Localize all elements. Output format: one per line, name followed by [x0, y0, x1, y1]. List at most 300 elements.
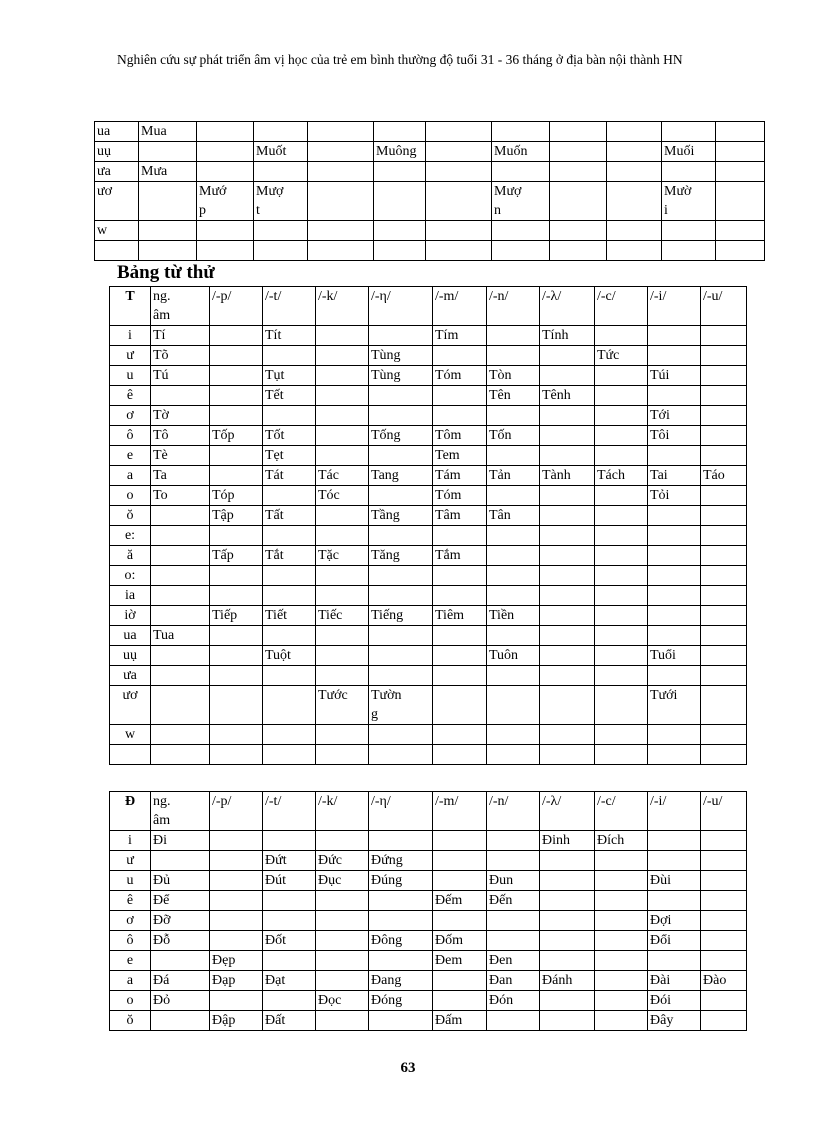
table-cell: Tô [151, 426, 210, 446]
table-cell: Mưa [139, 162, 197, 182]
table-row [110, 931, 747, 951]
table-cell [254, 241, 308, 261]
table-cell [316, 911, 369, 931]
table-cell [316, 831, 369, 851]
table-cell [662, 122, 716, 142]
table-cell [433, 586, 487, 606]
table-row [110, 346, 747, 366]
table-cell [540, 666, 595, 686]
table-cell: Tóm [433, 366, 487, 386]
table-cell [487, 566, 540, 586]
table-cell: Đang [369, 971, 433, 991]
table-cell [426, 182, 492, 221]
table-row [110, 506, 747, 526]
table-cell [648, 346, 701, 366]
table-cell: ŏ [110, 1011, 151, 1031]
table-cell [701, 931, 747, 951]
table-cell [487, 725, 540, 745]
header-row [110, 287, 747, 326]
table-cell [648, 606, 701, 626]
table-cell [263, 406, 316, 426]
table-cell [595, 891, 648, 911]
table-cell [151, 606, 210, 626]
table-cell [595, 406, 648, 426]
table-cell: Tùng [369, 346, 433, 366]
table-cell [151, 745, 210, 765]
table-cell: Đánh [540, 971, 595, 991]
table-cell: Tấp [210, 546, 263, 566]
table-cell [595, 606, 648, 626]
table-cell [263, 346, 316, 366]
table-cell: Tua [151, 626, 210, 646]
table-cell [210, 406, 263, 426]
table-cell [540, 911, 595, 931]
table-cell [607, 221, 662, 241]
table-cell [550, 142, 607, 162]
column-header: T [110, 287, 151, 326]
table-cell [369, 526, 433, 546]
table-cell: Tụt [263, 366, 316, 386]
table-cell [595, 666, 648, 686]
table-cell: ư [110, 851, 151, 871]
table-cell: Tiền [487, 606, 540, 626]
table-cell [151, 546, 210, 566]
table-cell [648, 831, 701, 851]
table-cell [550, 162, 607, 182]
table-row [110, 1011, 747, 1031]
table-cell [316, 666, 369, 686]
table-cell [540, 646, 595, 666]
table-row [110, 466, 747, 486]
table-cell [210, 366, 263, 386]
table-cell [487, 745, 540, 765]
table-cell [701, 626, 747, 646]
table-cell: Đỗ [151, 931, 210, 951]
table-cell: ươ [95, 182, 139, 221]
table-cell [540, 506, 595, 526]
table-cell [701, 526, 747, 546]
table-row [110, 526, 747, 546]
table-cell [701, 366, 747, 386]
table-cell: Đào [701, 971, 747, 991]
table-cell [701, 586, 747, 606]
table-cell: Đủ [151, 871, 210, 891]
table-row [110, 326, 747, 346]
table-cell [433, 646, 487, 666]
table-cell: Ta [151, 466, 210, 486]
table-row [110, 486, 747, 506]
table-cell [701, 831, 747, 851]
table-cell: uụ [110, 646, 151, 666]
table-cell: Tiêm [433, 606, 487, 626]
table-cell [595, 851, 648, 871]
table-cell [151, 386, 210, 406]
table-cell: Đất [263, 1011, 316, 1031]
table-cell: Tác [316, 466, 369, 486]
table-row [110, 871, 747, 891]
table-cell: Muối [662, 142, 716, 162]
table-cell [701, 646, 747, 666]
table-cell: Táo [701, 466, 747, 486]
table-cell [308, 142, 374, 162]
table-cell [540, 686, 595, 725]
column-header: /-u/ [701, 792, 747, 831]
table-cell [316, 386, 369, 406]
table-cell [701, 386, 747, 406]
table-cell [595, 486, 648, 506]
table-cell [316, 646, 369, 666]
table-row [110, 666, 747, 686]
table-cell: ưa [95, 162, 139, 182]
table-cell [648, 526, 701, 546]
table-cell [263, 725, 316, 745]
table-cell: uụ [95, 142, 139, 162]
table-row [95, 162, 765, 182]
table-t-body [110, 326, 747, 765]
table-cell [595, 931, 648, 951]
table-cell [374, 162, 426, 182]
table-cell [540, 406, 595, 426]
table-cell [433, 971, 487, 991]
table-cell: Tõ [151, 346, 210, 366]
table-cell [263, 586, 316, 606]
table-cell [151, 566, 210, 586]
table-cell: ơ [110, 911, 151, 931]
table-cell: ô [110, 931, 151, 951]
table-cell [369, 626, 433, 646]
table-cell [139, 142, 197, 162]
table-cell: Đếm [433, 891, 487, 911]
table-cell: Muốt [254, 142, 308, 162]
table-cell [210, 666, 263, 686]
table-cell: Đẹp [210, 951, 263, 971]
table-cell [263, 686, 316, 725]
table-cell: Tập [210, 506, 263, 526]
column-header: Đ [110, 792, 151, 831]
table-cell [487, 326, 540, 346]
table-cell [210, 871, 263, 891]
table-cell [369, 566, 433, 586]
table-cell [492, 162, 550, 182]
table-cell [210, 851, 263, 871]
table-cell [595, 951, 648, 971]
table-cell [369, 326, 433, 346]
table-cell: e [110, 951, 151, 971]
column-header: /-η/ [369, 287, 433, 326]
column-header: /-i/ [648, 792, 701, 831]
table-cell [197, 142, 254, 162]
column-header: /-t/ [263, 287, 316, 326]
column-header: /-n/ [487, 287, 540, 326]
table-cell [487, 686, 540, 725]
table-cell: Tiết [263, 606, 316, 626]
table-cell [210, 386, 263, 406]
table-cell [308, 182, 374, 221]
table-cell: Tính [540, 326, 595, 346]
table-cell [263, 911, 316, 931]
table-cell [369, 406, 433, 426]
table-cell [210, 586, 263, 606]
table-cell: Đói [648, 991, 701, 1011]
column-header: /-k/ [316, 792, 369, 831]
table-cell [316, 891, 369, 911]
table-cell [550, 241, 607, 261]
table-d-header [110, 792, 747, 831]
table-cell: Tới [648, 406, 701, 426]
table-cell: o [110, 486, 151, 506]
table-row [110, 406, 747, 426]
table-cell [487, 931, 540, 951]
table-cell [487, 831, 540, 851]
table-cell: Tóc [316, 486, 369, 506]
table-row [110, 446, 747, 466]
table-cell: Tườn g [369, 686, 433, 725]
column-header: /-λ/ [540, 287, 595, 326]
table-cell [369, 486, 433, 506]
table-cell: Tiếc [316, 606, 369, 626]
table-cell: Đông [369, 931, 433, 951]
table-cell [595, 446, 648, 466]
table-cell [595, 326, 648, 346]
table-cell [540, 346, 595, 366]
table-cell: Đập [210, 1011, 263, 1031]
table-cell [595, 566, 648, 586]
table-cell: Tản [487, 466, 540, 486]
table-cell [263, 566, 316, 586]
table-cell: Muốn [492, 142, 550, 162]
table-cell: Đút [263, 871, 316, 891]
table-cell [263, 991, 316, 1011]
table-cell [595, 506, 648, 526]
table-cell [263, 831, 316, 851]
table-cell [369, 911, 433, 931]
table-cell: Tân [487, 506, 540, 526]
column-header: /-p/ [210, 287, 263, 326]
table-cell [487, 851, 540, 871]
table-cell [701, 506, 747, 526]
table-cell [595, 546, 648, 566]
table-t-header [110, 287, 747, 326]
table-cell: ua [95, 122, 139, 142]
table-cell: Tai [648, 466, 701, 486]
table-cell [369, 446, 433, 466]
table-cell: Đích [595, 831, 648, 851]
table-cell [701, 871, 747, 891]
table-cell [595, 991, 648, 1011]
table-cell [197, 162, 254, 182]
table-cell [701, 686, 747, 725]
table-cell: u [110, 871, 151, 891]
table-cell: Mượ t [254, 182, 308, 221]
table-cell [540, 931, 595, 951]
table-cell [151, 951, 210, 971]
table-row [110, 891, 747, 911]
table-cell: Tiếp [210, 606, 263, 626]
table-cell [433, 346, 487, 366]
table-cell [210, 566, 263, 586]
table-cell [550, 122, 607, 142]
table-cell: Tím [433, 326, 487, 346]
table-cell [487, 1011, 540, 1031]
table-cell [492, 241, 550, 261]
table-cell: Đùi [648, 871, 701, 891]
table-cell: Đón [487, 991, 540, 1011]
table-row [110, 426, 747, 446]
table-cell [540, 991, 595, 1011]
table-cell [316, 725, 369, 745]
table-cell [263, 666, 316, 686]
table-cell [263, 745, 316, 765]
table-cell [369, 666, 433, 686]
table-cell: o [110, 991, 151, 1011]
table-cell [701, 851, 747, 871]
table-cell [263, 626, 316, 646]
table-cell: Đúng [369, 871, 433, 891]
table-cell [487, 446, 540, 466]
table-row [95, 241, 765, 261]
table-cell [139, 241, 197, 261]
table-cell [316, 326, 369, 346]
table-cell: Đỡ [151, 911, 210, 931]
table-cell [648, 566, 701, 586]
table-cell [316, 586, 369, 606]
table-cell: ưa [110, 666, 151, 686]
column-header: /-η/ [369, 792, 433, 831]
table-cell: ô [110, 426, 151, 446]
table-cell [662, 241, 716, 261]
table-cell [540, 486, 595, 506]
table-cell [540, 586, 595, 606]
table-cell [648, 666, 701, 686]
table-cell [648, 506, 701, 526]
table-cell: o: [110, 566, 151, 586]
table-cell [701, 566, 747, 586]
table-cell: Đấm [433, 1011, 487, 1031]
table-cell [648, 851, 701, 871]
table-cell: Tênh [540, 386, 595, 406]
table-cell [487, 526, 540, 546]
table-cell [316, 346, 369, 366]
table-cell: Đọc [316, 991, 369, 1011]
table-cell: Muông [374, 142, 426, 162]
table-cell: Đan [487, 971, 540, 991]
column-header: /-p/ [210, 792, 263, 831]
table-cell: Tiếng [369, 606, 433, 626]
table-cell [210, 745, 263, 765]
table-cell: Tuôn [487, 646, 540, 666]
table-cell [701, 666, 747, 686]
table-cell [492, 122, 550, 142]
table-row [110, 386, 747, 406]
table-cell [540, 426, 595, 446]
column-header: /-u/ [701, 287, 747, 326]
table-cell [701, 911, 747, 931]
table-cell [701, 346, 747, 366]
table-cell [263, 951, 316, 971]
table-cell [316, 951, 369, 971]
table-cell: Túi [648, 366, 701, 386]
table-cell: Đứng [369, 851, 433, 871]
table-cell [197, 221, 254, 241]
table-cell [197, 122, 254, 142]
column-header: /-k/ [316, 287, 369, 326]
table-cell [648, 626, 701, 646]
table-cell [210, 466, 263, 486]
table-cell [433, 626, 487, 646]
table-cell [716, 182, 765, 221]
column-header: /-n/ [487, 792, 540, 831]
table-cell: Tè [151, 446, 210, 466]
table-cell [540, 366, 595, 386]
table-cell [607, 241, 662, 261]
table-cell [210, 346, 263, 366]
table-cell [487, 586, 540, 606]
table-cell [607, 122, 662, 142]
table-cell [701, 745, 747, 765]
table-cell: Đốm [433, 931, 487, 951]
table-cell [595, 871, 648, 891]
table-cell: To [151, 486, 210, 506]
table-cell [433, 526, 487, 546]
table-cell: ŏ [110, 506, 151, 526]
table-t [109, 286, 747, 765]
table-cell [139, 182, 197, 221]
table-cell: Tất [263, 506, 316, 526]
table-cell [369, 725, 433, 745]
table-cell [701, 891, 747, 911]
table-cell [595, 686, 648, 725]
top-table-body [95, 122, 765, 261]
table-row [110, 606, 747, 626]
table-cell: Tống [369, 426, 433, 446]
table-cell [151, 851, 210, 871]
column-header: /-t/ [263, 792, 316, 831]
table-cell [210, 991, 263, 1011]
table-cell: Tốp [210, 426, 263, 446]
table-cell [374, 241, 426, 261]
table-cell [701, 725, 747, 745]
table-cell [369, 1011, 433, 1031]
table-cell: Tết [263, 386, 316, 406]
table-cell: Tuột [263, 646, 316, 666]
table-cell [151, 666, 210, 686]
table-cell: Tí [151, 326, 210, 346]
table-row [110, 646, 747, 666]
table-cell [607, 162, 662, 182]
table-cell: Tẹt [263, 446, 316, 466]
table-cell: Tắm [433, 546, 487, 566]
running-header: Nghiên cứu sự phát triển âm vị học của trẻ em bình thường độ tuổi 31 - 36 tháng ở địa bàn nội thành HN [117, 52, 683, 67]
table-cell [701, 991, 747, 1011]
table-cell [433, 566, 487, 586]
table-cell [540, 951, 595, 971]
table-cell: Đây [648, 1011, 701, 1031]
table-cell [595, 971, 648, 991]
table-cell [151, 646, 210, 666]
table-cell [210, 891, 263, 911]
table-cell [308, 241, 374, 261]
column-header: /-m/ [433, 287, 487, 326]
table-cell: Để [151, 891, 210, 911]
table-cell [648, 586, 701, 606]
table-cell [151, 586, 210, 606]
table-cell [210, 911, 263, 931]
table-cell [308, 122, 374, 142]
section-heading: Bảng từ thử [117, 262, 215, 283]
table-cell [716, 122, 765, 142]
table-cell [701, 606, 747, 626]
table-cell [540, 891, 595, 911]
